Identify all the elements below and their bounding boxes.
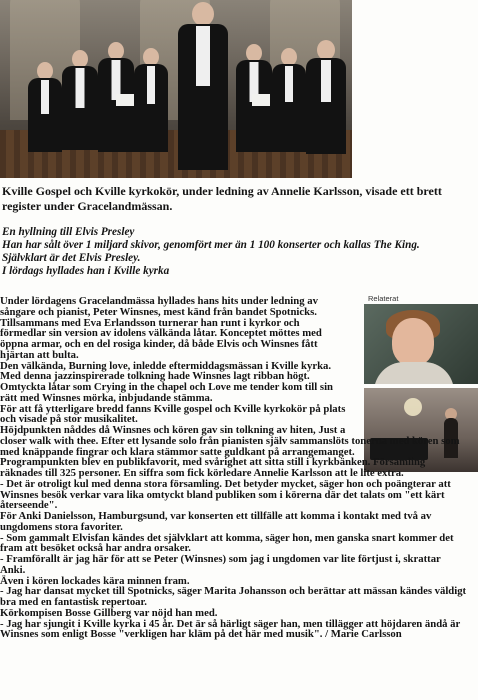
article-line: Den välkända, Burning love, inledde eftermiddagsmässan i Kville kyrka. — [0, 359, 332, 372]
article-line: återseende". — [0, 499, 58, 512]
article-line: Med denna jazzinspirerade tolkning hade Winsnes lagt ribban högt. — [0, 370, 310, 383]
article-line: - Jag har sjungit i Kville kyrka i 45 år. Det är så härligt säger han, men tillägger att höjdaren ändå är — [0, 617, 461, 630]
article-line: - Jag har dansat mycket till Spotnicks, säger Marita Johansson och berättar att mässan kändes väldigt — [0, 585, 467, 598]
article-line: För att få ytterligare bredd fanns Kville gospel och Kville kyrkokör på plats — [0, 402, 346, 415]
article-line: Programpunkten blev en publikfavorit, med svårighet att sitta still i kyrkbänken. Församling — [0, 456, 426, 469]
choir-photo — [0, 0, 352, 178]
article-line: räknades till 325 personer. En siffra som fick körledare Annelie Karlsson att le lite extra. — [0, 467, 404, 479]
article-line: - Som gammalt Elvisfan kändes det självklart att komma, säger hon, men ganska snart kommer det — [0, 531, 454, 544]
intro-block — [2, 226, 422, 278]
article-line: öppna armar, och en del rosiga kinder, då både Elvis och Winsnes fått — [0, 338, 318, 350]
article-line: För Anki Danielsson, Hamburgsund, var konserten ett tillfälle att komma i kontakt med två av — [0, 510, 432, 522]
intro-line: I lördags hyllades han i Kville kyrka — [2, 265, 170, 277]
article-line: Under lördagens Gracelandmässa hyllades hans hits under ledning av — [0, 295, 318, 307]
article-line: Winsnes som enligt Bosse "verkligen har kläm på det här med musik". / Marie Carlsson — [0, 628, 402, 641]
photo-caption: Kville Gospel och Kville kyrkokör, under ledning av Annelie Karlsson, visade ett brett register under Gracelandmässan. — [2, 184, 442, 213]
related-label: Relaterat — [368, 294, 399, 303]
article-line: med knäppande fingrar och klara stämmor satte guldkant på arrangemanget. — [0, 445, 355, 458]
article-line: sångare och pianist, Peter Winsnes, mest känd från bandet Spotnicks. — [0, 305, 317, 318]
intro-line: Han har sålt över 1 miljard skivor, genomfört mer än 1 100 konserter och kallas The King. — [2, 239, 420, 251]
article-line: rätt med Winsnes mörka, inbjudande stämma. — [0, 391, 213, 404]
article-line: - Det är otroligt kul med denna stora församling. Det betyder mycket, säger hon och poängterar att — [0, 477, 451, 490]
article-line: Anki. — [0, 563, 26, 576]
article-line: och visade på stor musikalitet. — [0, 413, 138, 426]
article-line: Omtyckta låtar som Crying in the chapel och Love me tender kom till sin — [0, 381, 333, 393]
article-line: Körkompisen Bosse Gillberg var nöjd han med. — [0, 606, 218, 619]
article-line: closer walk with thee. Efter ett lysande solo från pianisten själv sammanslöts tonerna med kören som — [0, 434, 460, 447]
article-line: Winsnes besök verkar vara lika omtyckt bland publiken som i körerna där det talats om "ett kärt — [0, 488, 445, 501]
article-line: förmedlar sin version av idolens välkända låtar. Konceptet möttes med — [0, 327, 322, 340]
article-line: fram att besöket också har andra orsaker. — [0, 542, 191, 555]
article-line: ungdomens stora favoriter. — [0, 520, 123, 533]
article-line: Tillsammans med Eva Erlandsson turnerar han runt i kyrkor och — [0, 316, 300, 329]
article-line: bra med en fantastisk repertoar. — [0, 596, 147, 608]
article-line: - Framförallt är jag här för att se Peter (Winsnes) som jag i ungdomen var lite förtjust i, skrattar — [0, 553, 441, 565]
article-line: hjärtan att bulta. — [0, 348, 79, 361]
article-line: Även i kören lockades kära minnen fram. — [0, 574, 190, 587]
intro-heading: En hyllning till Elvis Presley — [2, 226, 135, 238]
article-body — [0, 296, 470, 640]
intro-line: Självklart är det Elvis Presley. — [2, 252, 141, 264]
article-line: Höjdpunkten nåddes då Winsnes och kören gav sin tolkning av hiten, Just a — [0, 424, 346, 436]
